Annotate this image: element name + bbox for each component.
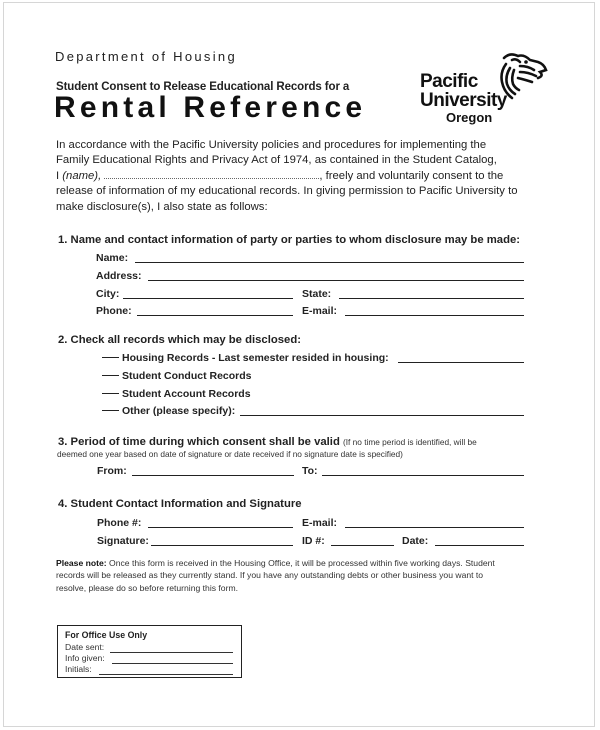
record-option-label: Housing Records - Last semester resided in housing: — [122, 352, 389, 364]
checkbox-blank[interactable] — [102, 375, 119, 376]
checkbox-blank[interactable] — [102, 393, 119, 394]
checkbox-blank[interactable] — [102, 410, 119, 411]
note-line — [56, 557, 556, 569]
intro-name-line — [56, 169, 556, 184]
party-phone-field[interactable] — [137, 315, 293, 316]
initials-field[interactable] — [99, 674, 233, 675]
intro-line: make disclosure(s), I also state as follows: — [56, 200, 268, 213]
intro-paragraph — [56, 138, 556, 215]
date-field[interactable] — [435, 545, 524, 546]
intro-line: In accordance with the Pacific University policies and procedures for implementing the — [56, 139, 487, 151]
student-name-field[interactable] — [104, 169, 319, 179]
record-option-account[interactable] — [102, 388, 251, 400]
form-title: Rental Reference — [54, 91, 367, 124]
date-sent-label: Date sent: — [65, 642, 105, 652]
party-phone-label: Phone: — [96, 305, 132, 317]
date-label: Date: — [402, 535, 429, 547]
student-id-field[interactable] — [331, 545, 394, 546]
student-email-field[interactable] — [345, 527, 524, 528]
section-3-note-cont: deemed one year based on date of signature or date received if no signature date is specified) — [57, 449, 403, 459]
department-label: Department of Housing — [55, 49, 237, 64]
intro-line: release of information of my educational records. In giving permission to Pacific University to — [56, 185, 518, 198]
logo-line-oregon: Oregon — [446, 110, 493, 125]
record-option-label: Student Conduct Records — [122, 370, 252, 382]
section-3-heading — [58, 436, 477, 448]
record-option-label: Other (please specify): — [122, 405, 236, 417]
university-logo — [418, 50, 558, 130]
student-id-label: ID #: — [302, 535, 325, 547]
date-sent-field[interactable] — [110, 652, 233, 653]
student-phone-label: Phone #: — [97, 517, 142, 529]
party-name-label: Name: — [96, 252, 129, 264]
section-3-note: (If no time period is identified, will be — [342, 437, 477, 447]
signature-label: Signature: — [97, 535, 149, 547]
party-address-label: Address: — [96, 270, 142, 282]
checkbox-blank[interactable] — [102, 357, 119, 358]
party-name-field[interactable] — [135, 262, 524, 263]
signature-field[interactable] — [151, 545, 293, 546]
party-city-field[interactable] — [123, 298, 293, 299]
section-3-title: 3. Period of time during which consent shall be valid — [58, 436, 340, 448]
party-state-label: State: — [302, 288, 332, 300]
from-label: From: — [97, 465, 127, 477]
to-label: To: — [302, 465, 318, 477]
record-option-other[interactable] — [102, 405, 235, 417]
party-city-label: City: — [96, 288, 120, 300]
note-label: Please note: — [56, 558, 107, 568]
form-subtitle: Student Consent to Release Educational Records for a — [56, 81, 350, 93]
record-option-housing[interactable] — [102, 352, 389, 364]
office-use-box — [57, 625, 242, 678]
logo-line-pacific: Pacific — [420, 71, 478, 92]
initials-label: Initials: — [65, 664, 92, 674]
last-semester-field[interactable] — [398, 362, 524, 363]
intro-line: Family Educational Rights and Privacy Act of 1974, as contained in the Student Catalog, — [56, 154, 497, 167]
office-use-heading: For Office Use Only — [65, 630, 148, 640]
section-2-heading: 2. Check all records which may be disclosed: — [58, 334, 301, 346]
name-hint: (name), — [62, 169, 102, 182]
to-date-field[interactable] — [322, 475, 524, 476]
note-text: Once this form is received in the Housing Office, it will be processed within five working days. Student — [109, 558, 495, 568]
note-line: resolve, please do so before returning this form. — [56, 582, 238, 593]
party-email-field[interactable] — [345, 315, 524, 316]
section-4-heading: 4. Student Contact Information and Signature — [58, 498, 302, 510]
student-phone-field[interactable] — [148, 527, 293, 528]
from-date-field[interactable] — [132, 475, 294, 476]
intro-prefix: I — [56, 169, 63, 182]
record-option-label: Student Account Records — [122, 388, 251, 400]
info-given-field[interactable] — [112, 663, 233, 664]
intro-suffix: , freely and voluntarily consent to the — [319, 169, 504, 182]
note-line: records will be released as they currently stand. If you have any outstanding debts or other business you want to — [56, 570, 484, 581]
record-option-conduct[interactable] — [102, 370, 252, 382]
please-note-paragraph — [56, 557, 556, 594]
logo-line-university: University — [420, 90, 507, 111]
info-given-label: Info given: — [65, 653, 105, 663]
party-state-field[interactable] — [339, 298, 524, 299]
party-address-field[interactable] — [148, 280, 524, 281]
logo-wordmark — [420, 72, 507, 124]
party-email-label: E-mail: — [302, 305, 338, 317]
other-specify-field[interactable] — [240, 415, 524, 416]
student-email-label: E-mail: — [302, 517, 338, 529]
section-1-heading: 1. Name and contact information of party or parties to whom disclosure may be made: — [58, 234, 521, 246]
